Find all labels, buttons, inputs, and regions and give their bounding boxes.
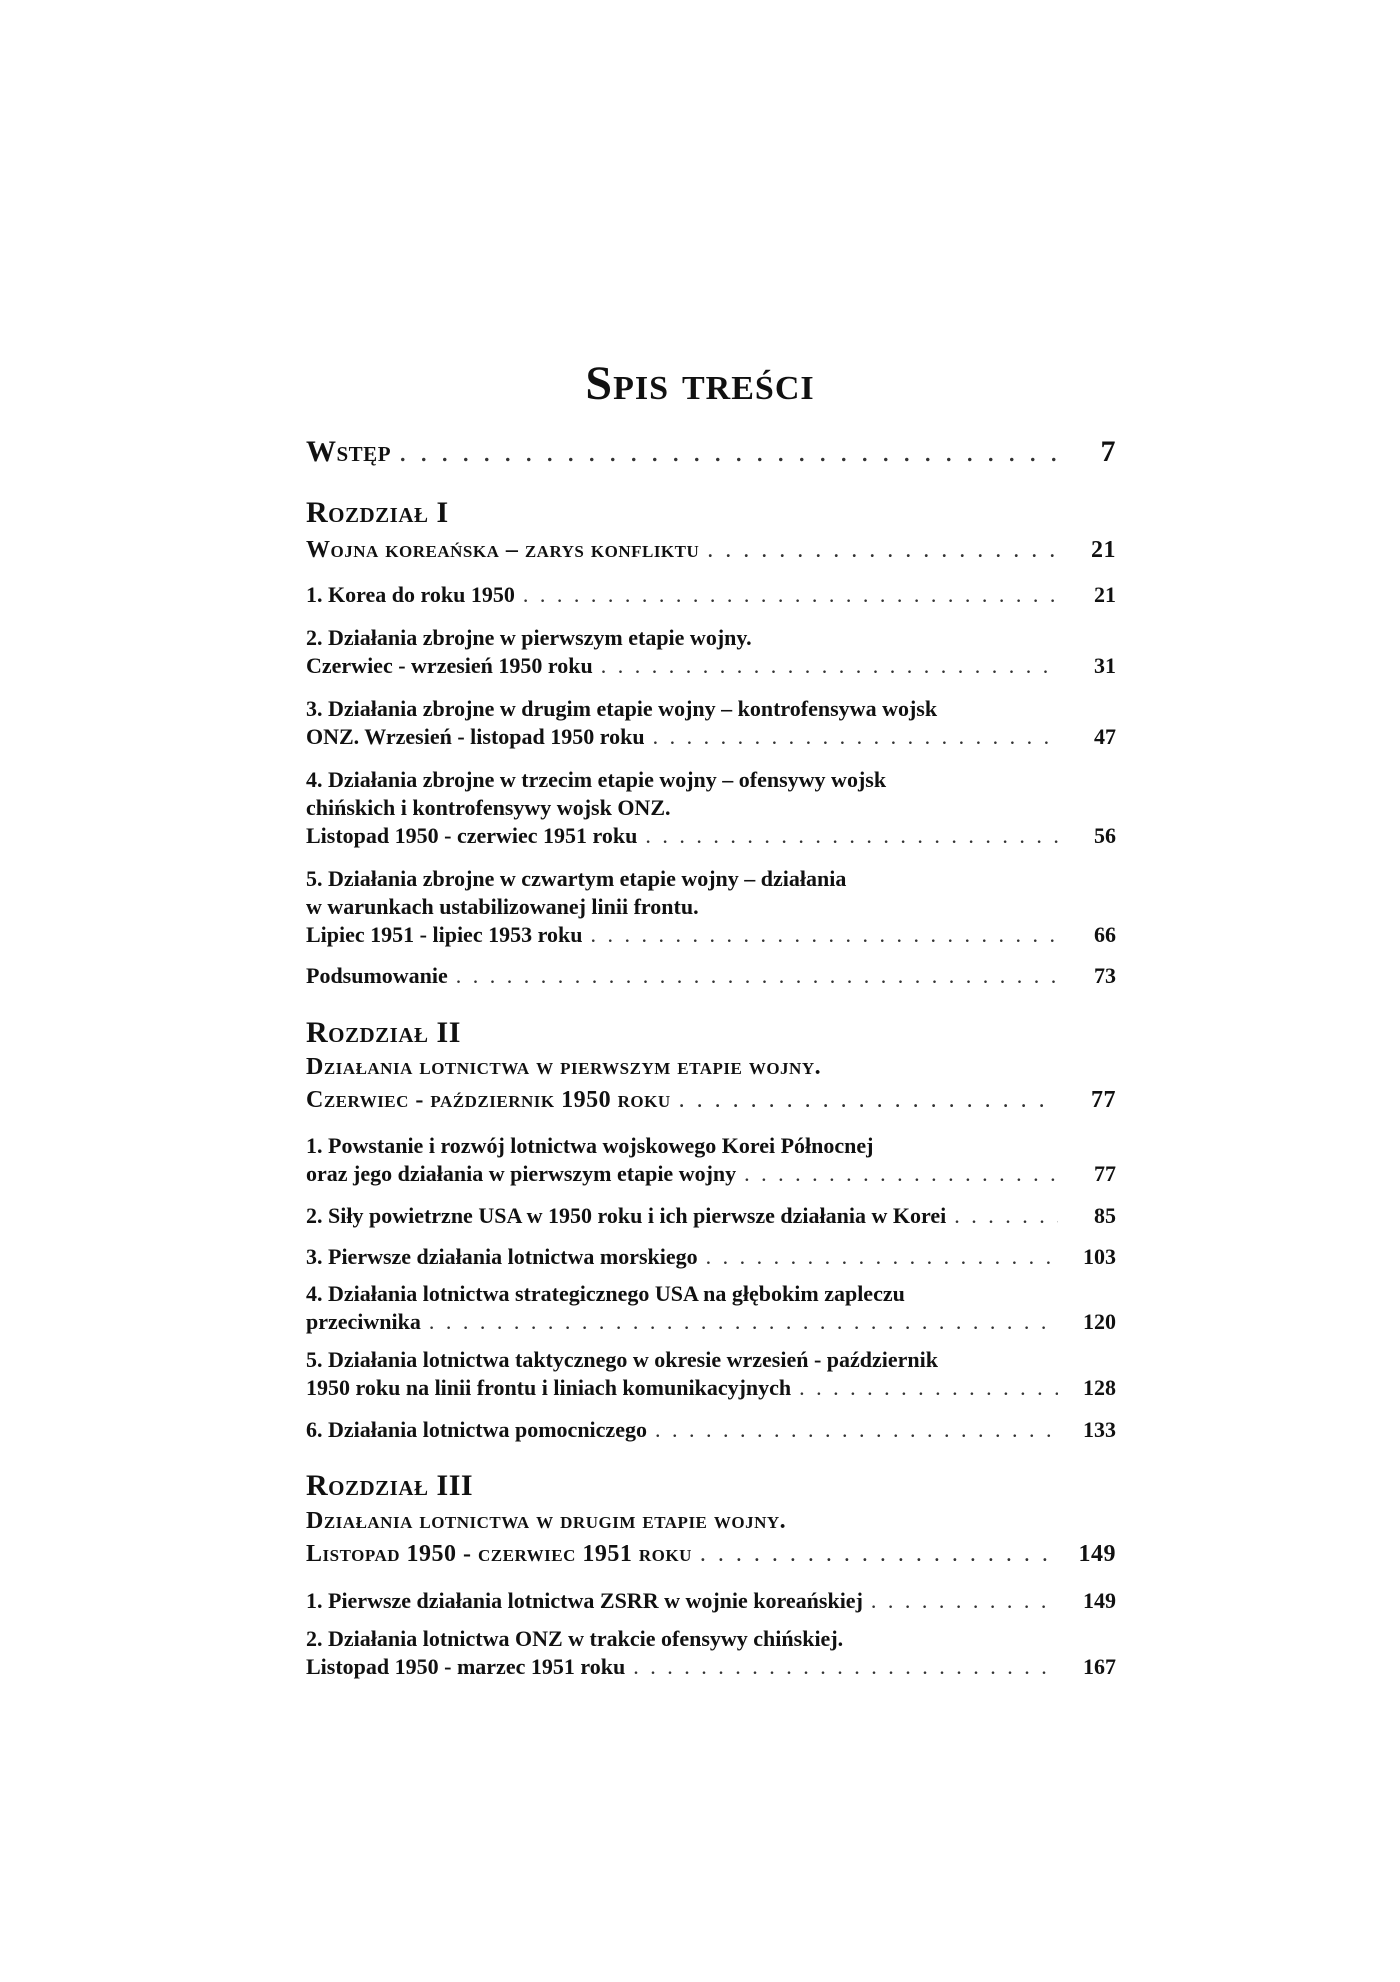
- toc-entry[interactable]: Listopad 1950 - czerwiec 1951 roku . . . 56: [306, 823, 1116, 849]
- page-title: Spis treści: [585, 357, 815, 410]
- toc-entry[interactable]: Podsumowanie . . . 73: [306, 963, 1116, 989]
- dot-leader: [799, 1375, 1058, 1401]
- toc-entry-intro[interactable]: [306, 435, 1116, 469]
- toc-page-number: 128: [1083, 1375, 1116, 1400]
- toc-page-number: 73: [1094, 963, 1116, 988]
- toc-entry[interactable]: Listopad 1950 - marzec 1951 roku . . . 167: [306, 1654, 1116, 1680]
- toc-entry-line: chińskich i kontrofensywy wojsk ONZ.: [306, 795, 671, 820]
- toc-entry-line: 3. Działania zbrojne w drugim etapie wojny – kontrofensywa wojsk: [306, 696, 938, 721]
- toc-entry[interactable]: 1. Pierwsze działania lotnictwa ZSRR w wojnie koreańskiej . . . 149: [306, 1588, 1116, 1614]
- toc-entry-line: 5. Działania lotnictwa taktycznego w okresie wrzesień - październik: [306, 1347, 939, 1372]
- dot-leader: [399, 435, 1058, 469]
- toc-entry[interactable]: 6. Działania lotnictwa pomocniczego . . . 133: [306, 1417, 1116, 1443]
- dot-leader: [744, 1161, 1058, 1187]
- toc-entry[interactable]: Lipiec 1951 - lipiec 1953 roku . . . 66: [306, 922, 1116, 948]
- dot-leader: [601, 653, 1058, 679]
- toc-page-number: 133: [1083, 1417, 1116, 1442]
- dot-leader: [954, 1203, 1058, 1229]
- chapter-title-line: Działania lotnictwa w drugim etapie wojny.: [306, 1508, 787, 1534]
- toc-entry-chapter-title[interactable]: Czerwiec - październik 1950 roku . . . 77: [306, 1087, 1116, 1114]
- toc-page-number: 66: [1094, 922, 1116, 947]
- toc-entry[interactable]: przeciwnika . . . 120: [306, 1309, 1116, 1335]
- dot-leader: [706, 1244, 1058, 1270]
- toc-entry[interactable]: ONZ. Wrzesień - listopad 1950 roku . . . 47: [306, 724, 1116, 750]
- toc-page-number: 85: [1094, 1203, 1116, 1228]
- toc-page-number: 167: [1083, 1654, 1116, 1679]
- toc-entry-line: 1. Powstanie i rozwój lotnictwa wojskowego Korei Północnej: [306, 1133, 874, 1158]
- dot-leader: [633, 1654, 1058, 1680]
- dot-leader: [523, 582, 1058, 608]
- chapter-title-line: Działania lotnictwa w pierwszym etapie wojny.: [306, 1054, 822, 1080]
- toc-page-number: 56: [1094, 823, 1116, 848]
- toc-entry-line: 4. Działania lotnictwa strategicznego USA na głębokim zapleczu: [306, 1281, 905, 1306]
- toc-page-number: 149: [1083, 1588, 1116, 1613]
- toc-entry[interactable]: Czerwiec - wrzesień 1950 roku . . . 31: [306, 653, 1116, 679]
- dot-leader: [456, 963, 1058, 989]
- dot-leader: [645, 823, 1058, 849]
- dot-leader: [679, 1087, 1058, 1114]
- toc-entry-label: Wstęp: [306, 435, 392, 468]
- toc-entry[interactable]: 3. Pierwsze działania lotnictwa morskiego . . . 103: [306, 1244, 1116, 1270]
- toc-entry-chapter-title[interactable]: Listopad 1950 - czerwiec 1951 roku . . . 149: [306, 1541, 1116, 1568]
- toc-entry-line: 4. Działania zbrojne w trzecim etapie wojny – ofensywy wojsk: [306, 767, 887, 792]
- dot-leader: [707, 537, 1058, 564]
- toc-entry-line: 2. Działania zbrojne w pierwszym etapie wojny.: [306, 625, 752, 650]
- toc-page-number: 120: [1083, 1309, 1116, 1334]
- toc-page-number: 47: [1094, 724, 1116, 749]
- toc-page-number: 103: [1083, 1244, 1116, 1269]
- toc-page-number: 7: [1100, 435, 1116, 468]
- chapter-heading: Rozdział I: [306, 496, 449, 529]
- dot-leader: [429, 1309, 1058, 1335]
- toc-entry-line: 5. Działania zbrojne w czwartym etapie wojny – działania: [306, 866, 847, 891]
- dot-leader: [655, 1417, 1058, 1443]
- toc-entry[interactable]: oraz jego działania w pierwszym etapie wojny . . . 77: [306, 1161, 1116, 1187]
- chapter-heading: Rozdział II: [306, 1016, 461, 1049]
- toc-entry-line: 2. Działania lotnictwa ONZ w trakcie ofensywy chińskiej.: [306, 1626, 844, 1651]
- dot-leader: [700, 1541, 1058, 1568]
- toc-page-number: 149: [1078, 1541, 1116, 1567]
- toc-entry-line: w warunkach ustabilizowanej linii frontu.: [306, 894, 699, 919]
- chapter-heading: Rozdział III: [306, 1469, 474, 1502]
- toc-entry[interactable]: 1950 roku na linii frontu i liniach komunikacyjnych . . . 128: [306, 1375, 1116, 1401]
- dot-leader: [653, 724, 1058, 750]
- toc-page-number: 21: [1094, 582, 1116, 607]
- toc-page-number: 31: [1094, 653, 1116, 678]
- dot-leader: [871, 1588, 1058, 1614]
- toc-entry[interactable]: 1. Korea do roku 1950 . . . 21: [306, 582, 1116, 608]
- toc-page-number: 21: [1091, 537, 1116, 563]
- toc-entry[interactable]: 2. Siły powietrzne USA w 1950 roku i ich pierwsze działania w Korei . . . 85: [306, 1203, 1116, 1229]
- toc-page-number: 77: [1091, 1087, 1116, 1113]
- toc-page-number: 77: [1094, 1161, 1116, 1186]
- toc-entry-chapter-title[interactable]: Wojna koreańska – zarys konfliktu . . . 21: [306, 537, 1116, 564]
- dot-leader: [590, 922, 1058, 948]
